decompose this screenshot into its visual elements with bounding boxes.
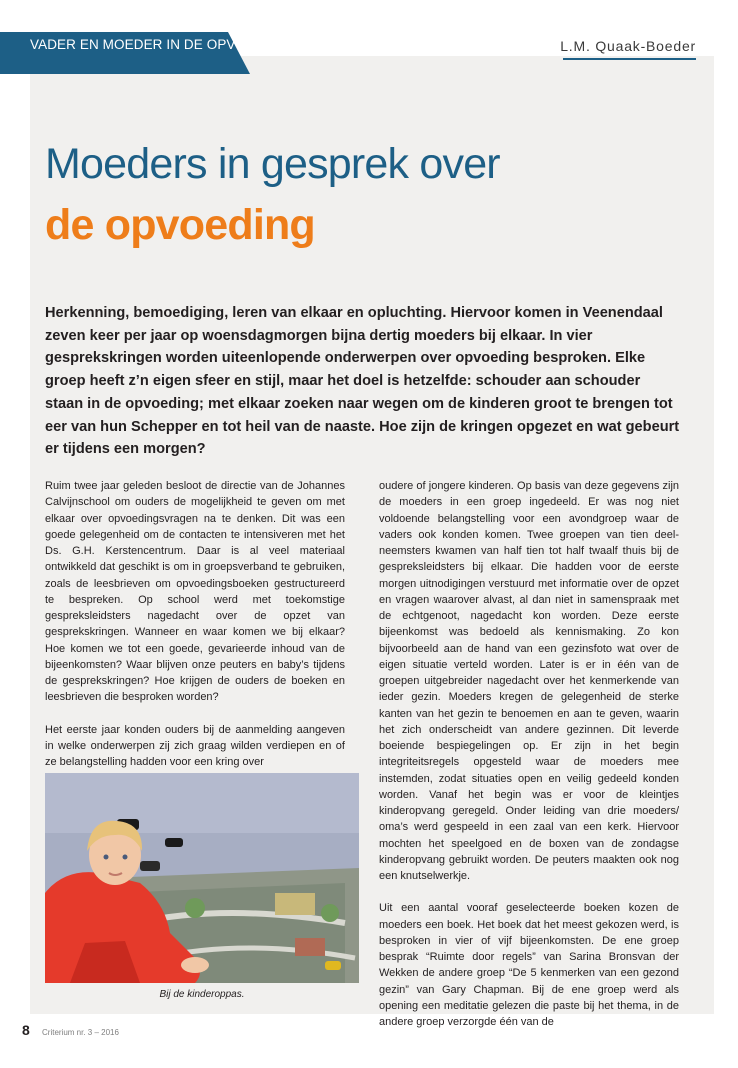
paragraph-gap [45, 706, 345, 722]
body-paragraph: Ruim twee jaar geleden besloot de directie van de Johannes Calvijnschool om ouders de mogelijkheid te geven om met elkaar over opvoedingsvragen na te denken. Dit was een goede gelegenheid om de contacten te intensiveren met het Ds. G.H. Kerstencentrum. Daar is al veel materiaal ontwikkeld dat geschikt is om in groepsverband te gebruiken, zoals de leesbrieven om opvoedingsboeken gestructureerd te bespreken. Op school werd met toekomstige gespreksleidsters nagedacht over de opzet van gesprekskringen. Wanneer en waar komen we bij elkaar? Hoe komen we tot een goede, gevarieerde inhoud van de bijeenkomsten? Waar blijven onze peuters en baby’s tijdens de gesprekskringen? Hoe krijgen de ouders de boeken en leesbrieven die besproken worden? [45, 480, 345, 704]
page-title-line-1: Moeders in gesprek over [45, 140, 500, 188]
body-paragraph: oudere of jongere kinderen. Op basis van deze gegevens zijn de moeders in een groep ingedeeld. Er was nog niet voldoende belangstelling voor een avondgroep waar de vaders ook konden komen. Twee groepen van tien deelneemsters kwamen van half tien tot half twaalf thuis bij de gespreksleidsters bij elkaar. Die hadden voor de eerste morgen uitnodigingen verstuurd met informatie over de opzet en vragen waarover alvast, al dan niet in samenspraak met de echtgenoot, nagedacht kon worden. Deze eerste bijeenkomst was bedoeld als kennismaking. Zo kon bijvoorbeeld aan de hand van een gezinsfoto wat over de eigen situatie verteld worden. Later is er in één van de groepen uitgebreider nagedacht over het kenmerkende van ieder gezin. Moeders kregen de gelegenheid de sterke kanten van het gezin te benoemen en aan te geven, waarin het zich onderscheidt van andere gezinnen. Dit leverde boeiende bespiegelingen op. Er zijn in het begin integriteitsregels opgesteld waar de moeders mee instemden, zodat situaties open en veilig gedeeld konden worden. Vanaf het begin was er voor de kleintjes kinderopvang geregeld. Onder leiding van drie moeders/ oma’s werd gespeeld in een zaal van een kerk. Hiervoor mochten het speelgoed en de boxen van de zondagse kinderopvang gebruikt worden. De peuters maakten ook nog een knutselwerkje. [379, 480, 679, 882]
page-number: 8 [22, 1022, 30, 1038]
body-paragraph: Uit een aantal vooraf geselecteerde boeken kozen de moeders een boek. Het boek dat het meest gekozen werd, is besproken in vier of vijf bijeenkomsten. De ene groep besprak “Ruimte door regels” van Sarina Bronsvan der Wekken de andere groep “De 5 kenmerken van een gezond gezin” van Gary Chapman. Bij de ene groep werd als opening een meditatie gelezen die paste bij het thema, in de andere groep verzorgde één van de [379, 902, 679, 1028]
body-paragraph: Het eerste jaar konden ouders bij de aanmelding aangeven in welke onderwerpen zij zich graag wilden verdiepen en of ze belangstelling hadden voor een kring over [45, 723, 345, 768]
publication-footer: Criterium nr. 3 – 2016 [42, 1028, 119, 1037]
body-column-left [45, 478, 345, 770]
author-underline [563, 58, 696, 60]
photo-caption: Bij de kinderoppas. [159, 989, 245, 1000]
page-title-line-2: de opvoeding [45, 201, 315, 249]
paragraph-gap [379, 884, 679, 900]
photo-child-playing [45, 773, 359, 983]
section-label: VADER EN MOEDER IN DE OPVOEDING [30, 37, 290, 52]
intro-paragraph: Herkenning, bemoediging, leren van elkaar en opluchting. Hiervoor komen in Veenendaal zeven keer per jaar op woensdagmorgen bijna dertig moeders bij elkaar. In vier gesprekskringen worden uiteenlopende onderwerpen over opvoeding besproken. Elke groep heeft z’n eigen sfeer en stijl, maar het doel is hetzelfde: schouder aan schouder staan in de opvoeding; met elkaar zoeken naar wegen om de kinderen groot te brengen tot eer van hun Schepper en tot heil van de naaste. Hoe zijn de kringen opgezet en wat gebeurt er tijdens een morgen? [45, 305, 680, 458]
photo-illustration [45, 773, 359, 983]
body-column-right [379, 478, 679, 1030]
author-name: L.M. Quaak-Boeder [560, 38, 696, 54]
